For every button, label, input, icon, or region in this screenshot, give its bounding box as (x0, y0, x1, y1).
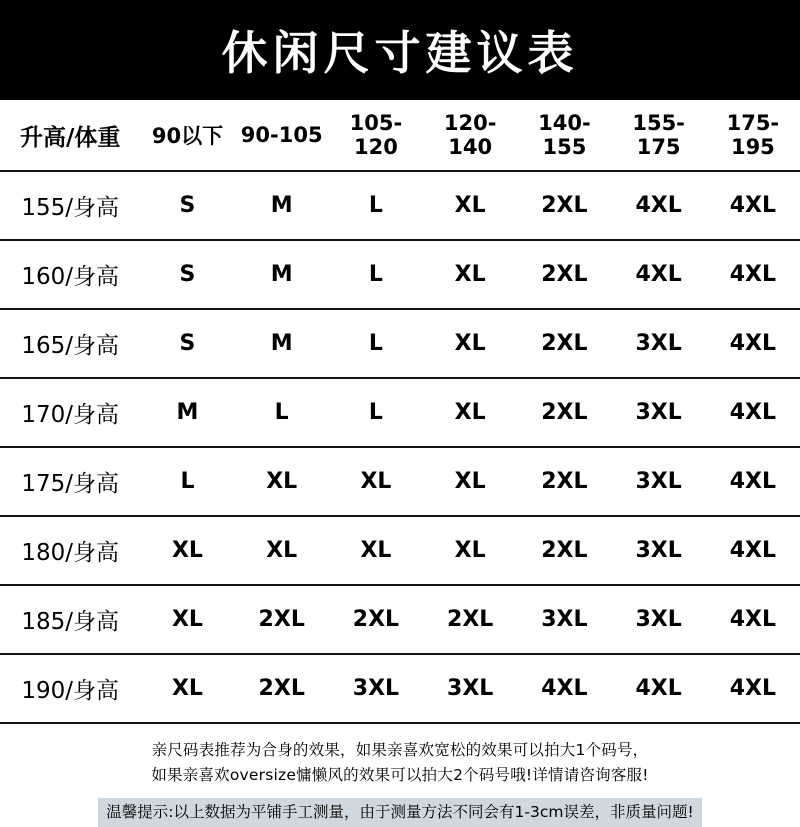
warm-tip-banner: 温馨提示:以上数据为平铺手工测量，由于测量方法不同会有1-3cm误差，非质量问题! (98, 798, 701, 827)
title-banner (0, 0, 800, 100)
warm-tip-wrapper (0, 798, 800, 827)
size-cell: XL (454, 262, 486, 287)
note-line-1: 亲尺码表推荐为合身的效果，如果亲喜欢宽松的效果可以拍大1个码号， (151, 741, 649, 759)
size-cell: 2XL (541, 400, 588, 425)
size-cell: 2XL (541, 469, 588, 494)
row-label: 165/身高 (21, 333, 119, 359)
size-cell: XL (266, 469, 298, 494)
row-label: 170/身高 (21, 402, 119, 428)
size-cell: 4XL (729, 400, 777, 425)
size-cell: 3XL (352, 676, 400, 701)
size-cell: 3XL (635, 400, 682, 425)
size-cell: 4XL (729, 676, 777, 701)
size-cell: XL (360, 469, 392, 494)
size-cell: 4XL (635, 676, 682, 701)
page-title: 休闲尺寸建议表 (221, 26, 579, 80)
size-cell: 4XL (729, 607, 777, 632)
size-cell: 3XL (541, 607, 588, 632)
row-label: 185/身高 (21, 609, 119, 635)
size-cell: L (368, 262, 383, 287)
size-cell: S (179, 331, 196, 356)
size-cell: XL (454, 538, 486, 563)
size-cell: XL (454, 193, 486, 218)
column-header-weight-3: 105-120 (349, 111, 403, 159)
size-cell: XL (171, 676, 203, 701)
table-row (0, 516, 800, 585)
size-cell: XL (171, 538, 203, 563)
column-header-weight-4: 120-140 (443, 111, 497, 159)
size-cell: M (270, 331, 293, 356)
size-cell: M (176, 400, 199, 425)
size-cell: 2XL (541, 538, 588, 563)
size-cell: M (270, 262, 293, 287)
size-cell: 3XL (635, 607, 682, 632)
size-table (0, 100, 800, 724)
size-cell: XL (454, 331, 486, 356)
row-label: 160/身高 (21, 264, 119, 290)
size-cell: XL (454, 469, 486, 494)
column-header-weight-7: 175-195 (726, 111, 780, 159)
size-cell: 3XL (635, 538, 682, 563)
size-cell: L (368, 193, 383, 218)
size-cell: XL (171, 607, 203, 632)
size-cell: 2XL (352, 607, 400, 632)
size-cell: 4XL (729, 469, 777, 494)
row-label: 190/身高 (21, 678, 119, 704)
row-label: 155/身高 (21, 195, 119, 221)
size-cell: 3XL (635, 469, 682, 494)
column-header-weight-6: 155-175 (632, 111, 685, 159)
size-cell: L (368, 331, 383, 356)
size-cell: S (179, 193, 196, 218)
size-cell: 2XL (447, 607, 494, 632)
size-cell: 4XL (729, 193, 777, 218)
notes-section (0, 738, 800, 827)
size-cell: 3XL (635, 331, 682, 356)
size-cell: 2XL (541, 193, 588, 218)
size-cell: 2XL (541, 331, 588, 356)
column-header-metric: 升高/体重 (19, 124, 121, 151)
table-row (0, 585, 800, 654)
size-cell: 4XL (729, 262, 777, 287)
table-row (0, 240, 800, 309)
size-cell: 4XL (635, 193, 682, 218)
size-cell: 3XL (447, 676, 494, 701)
size-cell: 4XL (635, 262, 682, 287)
column-header-weight-5: 140-155 (538, 111, 591, 159)
size-cell: 4XL (541, 676, 588, 701)
row-label: 180/身高 (21, 540, 119, 566)
table-header-row (0, 100, 800, 171)
size-cell: XL (454, 400, 486, 425)
column-header-weight-2: 90-105 (240, 123, 323, 147)
row-label: 175/身高 (21, 471, 119, 497)
size-cell: 4XL (729, 538, 777, 563)
size-cell: XL (266, 538, 298, 563)
note-line-2: 如果亲喜欢oversize慵懒风的效果可以拍大2个码号哦!详情请咨询客服! (151, 766, 649, 784)
table-row (0, 447, 800, 516)
size-cell: 4XL (729, 331, 777, 356)
table-row (0, 171, 800, 240)
size-cell: 2XL (258, 607, 305, 632)
size-cell: 2XL (258, 676, 305, 701)
size-cell: L (274, 400, 289, 425)
table-row (0, 378, 800, 447)
size-cell: M (270, 193, 293, 218)
table-row (0, 654, 800, 723)
size-cell: XL (360, 538, 392, 563)
size-cell: L (180, 469, 195, 494)
table-row (0, 309, 800, 378)
size-cell: 2XL (541, 262, 588, 287)
column-header-weight-1: 90以下 (151, 124, 224, 148)
size-cell: L (368, 400, 383, 425)
size-cell: S (179, 262, 196, 287)
